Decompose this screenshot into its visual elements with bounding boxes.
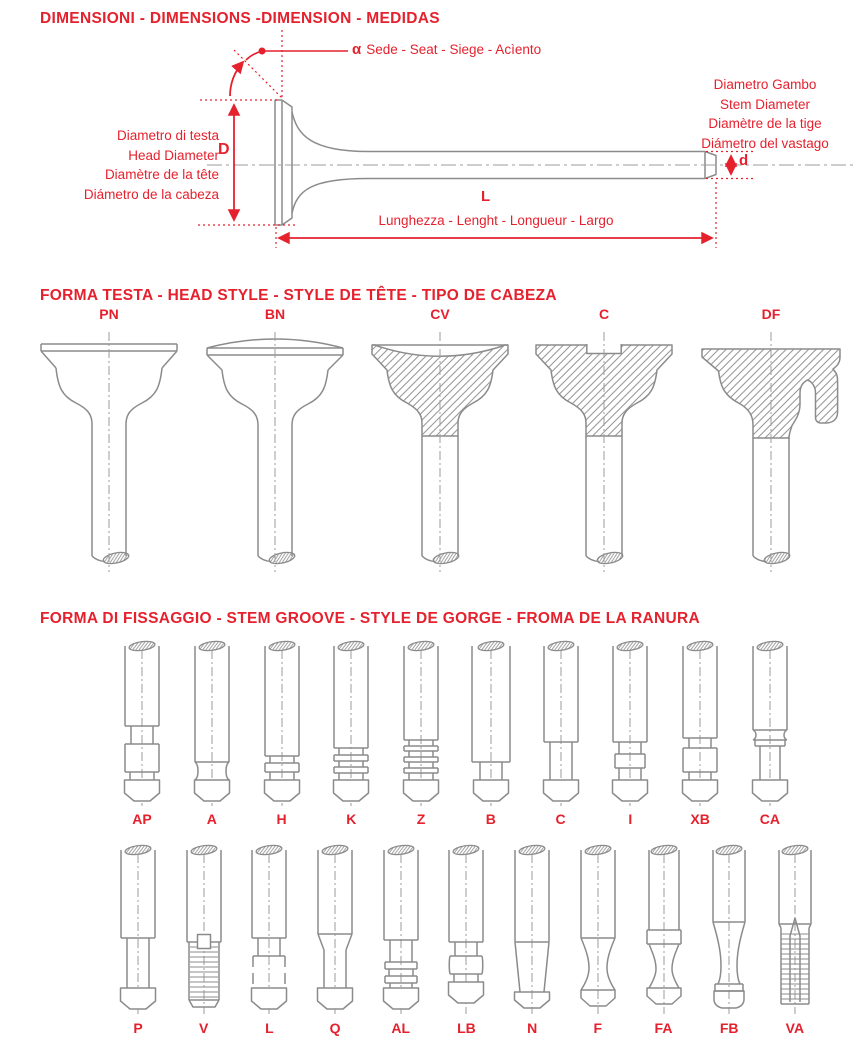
stem-groove-label: FA <box>654 1020 673 1036</box>
head-diameter-line: Diametro di testa <box>116 128 219 143</box>
stem-groove-label: FB <box>719 1020 739 1036</box>
dim-d-label: d <box>739 152 749 169</box>
stem-groove-item-ap <box>112 638 172 827</box>
stem-groove-label: AL <box>391 1020 411 1036</box>
head-style-drawing-df <box>693 330 849 575</box>
stem-groove-drawing-xb <box>672 638 728 808</box>
stem-groove-drawing-p <box>110 842 166 1017</box>
stem-groove-row-2 <box>108 842 825 1036</box>
length-label: Lunghezza - Lenght - Longueur - Largo <box>378 213 614 228</box>
stem-groove-label: L <box>265 1020 274 1036</box>
head-style-drawing-pn <box>31 330 187 575</box>
stem-groove-item-fa <box>634 842 694 1036</box>
stem-diameter-label <box>660 75 860 153</box>
head-style-item-cv <box>354 306 526 575</box>
stem-groove-label: N <box>527 1020 538 1036</box>
stem-groove-drawing-fa <box>636 842 692 1017</box>
stem-groove-drawing-ca <box>742 638 798 808</box>
stem-groove-item-va <box>765 842 825 1036</box>
stem-groove-label: F <box>593 1020 603 1036</box>
stem-groove-label: B <box>485 811 496 827</box>
stem-groove-label: CA <box>759 811 780 827</box>
head-diameter-line: Head Diameter <box>128 147 219 163</box>
stem-groove-label: C <box>555 811 566 827</box>
head-style-label: C <box>598 306 610 322</box>
stem-groove-label: H <box>276 811 287 827</box>
head-diameter-label <box>0 126 219 204</box>
stem-groove-item-b <box>461 638 521 827</box>
stem-groove-item-z <box>391 638 451 827</box>
stem-diameter-line: Diámetro del vastago <box>701 135 829 151</box>
stem-groove-drawing-a <box>184 638 240 808</box>
stem-diameter-line: Diamètre de la tige <box>708 116 822 131</box>
stem-groove-item-q <box>305 842 365 1036</box>
stem-groove-item-a <box>182 638 242 827</box>
stem-groove-label: Z <box>416 811 426 827</box>
stem-groove-label: VA <box>785 1020 805 1036</box>
stem-groove-drawing-ap <box>114 638 170 808</box>
stem-groove-drawing-k <box>323 638 379 808</box>
stem-groove-drawing-n <box>504 842 560 1017</box>
head-style-label: DF <box>761 306 781 322</box>
stem-groove-label: A <box>206 811 217 827</box>
stem-groove-item-n <box>502 842 562 1036</box>
stem-diameter-line: Diametro Gambo <box>713 77 817 92</box>
stem-groove-label: V <box>199 1020 209 1036</box>
stem-groove-item-p <box>108 842 168 1036</box>
stem-groove-item-v <box>174 842 234 1036</box>
seat-angle-label <box>352 41 541 58</box>
stem-groove-item-i <box>600 638 660 827</box>
stem-groove-row-1 <box>112 638 800 827</box>
stem-groove-drawing-i <box>602 638 658 808</box>
stem-groove-label: I <box>628 811 633 827</box>
stem-groove-item-c <box>531 638 591 827</box>
stem-groove-drawing-b <box>463 638 519 808</box>
head-diameter-line: Diámetro de la cabeza <box>83 186 219 202</box>
stem-groove-drawing-q <box>307 842 363 1017</box>
stem-groove-item-fb <box>699 842 759 1036</box>
stem-groove-label: LB <box>457 1020 476 1036</box>
stem-groove-item-ca <box>740 638 800 827</box>
stem-groove-drawing-lb <box>438 842 494 1017</box>
dim-L-label: L <box>481 188 491 205</box>
seat-label-text: Sede - Seat - Siege - Acìento <box>366 42 542 57</box>
stem-groove-item-h <box>252 638 312 827</box>
stem-groove-drawing-z <box>393 638 449 808</box>
stem-grooves-title: FORMA DI FISSAGGIO - STEM GROOVE - STYLE DE GORGE - FROMA DE LA RANURA <box>40 610 700 627</box>
stem-groove-label: AP <box>132 811 152 827</box>
stem-groove-item-k <box>321 638 381 827</box>
head-style-label: CV <box>430 306 450 322</box>
stem-groove-label: Q <box>329 1020 341 1036</box>
stem-groove-drawing-va <box>767 842 823 1017</box>
head-styles-title: FORMA TESTA - HEAD STYLE - STYLE DE TÊTE - TIPO DE CABEZA <box>40 287 557 304</box>
stem-groove-item-al <box>371 842 431 1036</box>
stem-groove-drawing-l <box>241 842 297 1017</box>
stem-groove-drawing-fb <box>701 842 757 1017</box>
head-style-drawing-cv <box>362 330 518 575</box>
head-style-item-pn <box>23 306 195 575</box>
head-style-label: BN <box>264 306 286 322</box>
stem-groove-item-f <box>568 842 628 1036</box>
head-style-item-c <box>518 306 690 575</box>
head-style-drawing-c <box>526 330 682 575</box>
stem-groove-label: XB <box>690 811 710 827</box>
stem-groove-drawing-f <box>570 842 626 1017</box>
head-style-item-bn <box>189 306 361 575</box>
stem-groove-drawing-v <box>176 842 232 1017</box>
stem-groove-item-lb <box>436 842 496 1036</box>
alpha-symbol: α <box>352 41 362 58</box>
stem-groove-drawing-c <box>533 638 589 808</box>
stem-diameter-line: Stem Diameter <box>719 96 811 112</box>
stem-groove-drawing-h <box>254 638 310 808</box>
stem-groove-item-xb <box>670 638 730 827</box>
stem-groove-label: K <box>346 811 357 827</box>
head-style-drawing-bn <box>197 330 353 575</box>
head-style-label: PN <box>99 306 119 322</box>
stem-groove-label: P <box>133 1020 143 1036</box>
stem-groove-item-l <box>239 842 299 1036</box>
dimensions-title: DIMENSIONI - DIMENSIONS -DIMENSION - MEDIDAS <box>40 10 440 27</box>
head-style-item-df <box>685 306 857 575</box>
stem-groove-drawing-al <box>373 842 429 1017</box>
dim-D-label: D <box>218 141 230 158</box>
head-diameter-line: Diamètre de la tête <box>104 167 219 182</box>
